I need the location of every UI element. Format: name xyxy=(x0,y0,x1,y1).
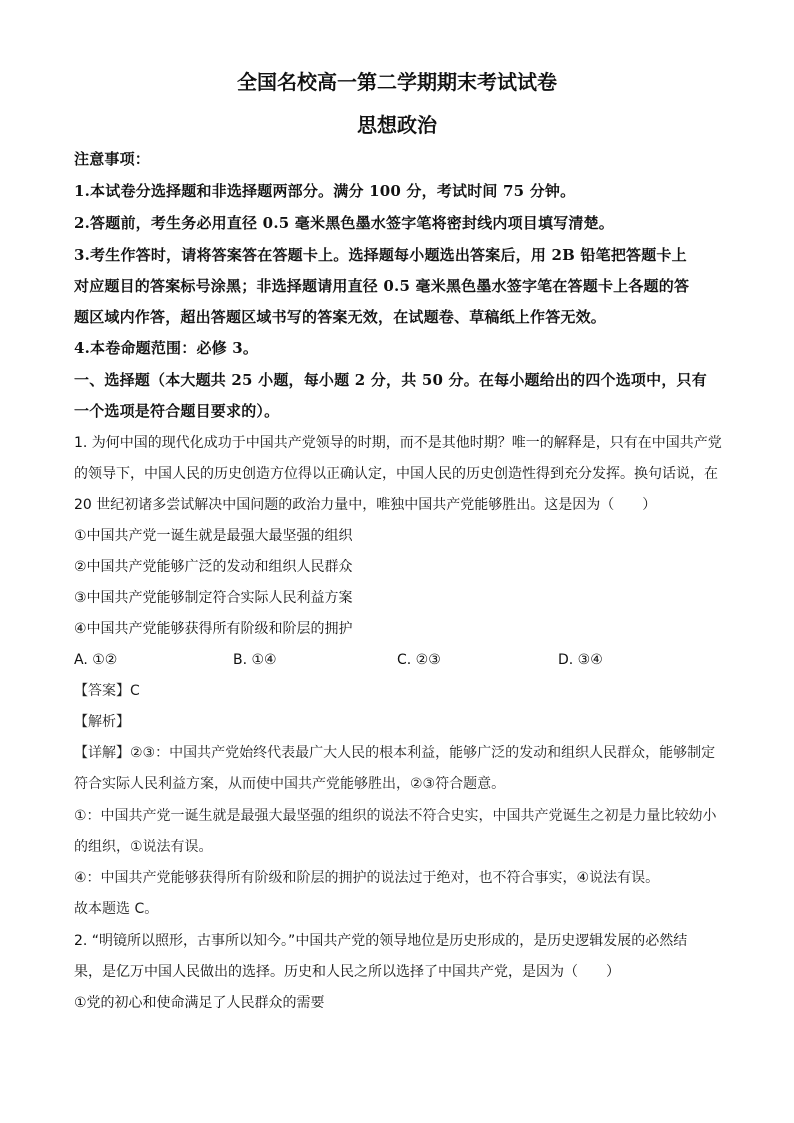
notice-item-3-line-3: 题区域内作答，超出答题区域书写的答案无效，在试题卷、草稿纸上作答无效。 xyxy=(74,308,607,326)
exam-subject: 思想政治 xyxy=(357,113,437,137)
q2-stem-line-2: 果，是亿万中国人民做出的选择。历史和人民之所以选择了中国共产党，是因为（ ） xyxy=(74,964,620,980)
q1-statement-2: ②中国共产党能够广泛的发动和组织人民群众 xyxy=(74,559,353,575)
q2-stem-line-1: 2. “明镜所以照形，古事所以知今。”中国共产党的领导地位是历史形成的，是历史逻辑发展的必然结 xyxy=(74,933,688,949)
notice-item-3-line-2: 对应题目的答案标号涂黑；非选择题请用直径 0.5 毫米黑色墨水签字笔在答题卡上各题的答 xyxy=(74,277,690,295)
q1-statement-4: ④中国共产党能够获得所有阶级和阶层的拥护 xyxy=(74,621,353,637)
q1-detail-line-5: ④：中国共产党能够获得所有阶级和阶层的拥护的说法过于绝对，也不符合事实，④说法有误。 xyxy=(74,870,660,886)
q1-answer: 【答案】C xyxy=(74,683,140,699)
notice-heading: 注意事项： xyxy=(74,150,151,168)
q1-statement-1: ①中国共产党一诞生就是最强大最坚强的组织 xyxy=(74,528,353,544)
exam-title: 全国名校高一第二学期期末考试试卷 xyxy=(237,70,557,94)
section-heading-line-1: 一、选择题（本大题共 25 小题，每小题 2 分，共 50 分。在每小题给出的四个选项中，只有 xyxy=(74,371,707,389)
q1-analysis-label: 【解析】 xyxy=(74,714,130,730)
q1-option-d: D. ③④ xyxy=(558,652,603,668)
q1-stem-line-2: 的领导下，中国人民的历史创造方位得以正确认定，中国人民的历史创造性得到充分发挥。换句话说，在 xyxy=(74,466,718,482)
q1-stem-line-3: 20 世纪初诸多尝试解决中国问题的政治力量中，唯独中国共产党能够胜出。这是因为（ ） xyxy=(74,497,657,513)
notice-item-3-line-1: 3.考生作答时，请将答案答在答题卡上。选择题每小题选出答案后，用 2B 铅笔把答题卡上 xyxy=(74,246,687,264)
q1-statement-3: ③中国共产党能够制定符合实际人民利益方案 xyxy=(74,590,353,606)
section-heading-line-2: 一个选项是符合题目要求的）。 xyxy=(74,402,280,420)
notice-item-4: 4.本卷命题范围：必修 3。 xyxy=(74,339,259,357)
q2-statement-1: ①党的初心和使命满足了人民群众的需要 xyxy=(74,995,325,1011)
q1-detail-line-1: 【详解】②③：中国共产党始终代表最广大人民的根本利益，能够广泛的发动和组织人民群众，能够制定 xyxy=(74,745,716,761)
q1-detail-line-3: ①：中国共产党一诞生就是最强大最坚强的组织的说法不符合史实，中国共产党诞生之初是力量比较幼小 xyxy=(74,808,717,824)
q1-detail-line-4: 的组织，①说法有误。 xyxy=(74,839,213,855)
q1-conclusion: 故本题选 C。 xyxy=(74,901,159,917)
q1-option-b: B. ①④ xyxy=(233,652,277,668)
notice-item-1: 1.本试卷分选择题和非选择题两部分。满分 100 分，考试时间 75 分钟。 xyxy=(74,182,576,200)
notice-item-2: 2.答题前，考生务必用直径 0.5 毫米黑色墨水签字笔将密封线内项目填写清楚。 xyxy=(74,214,615,232)
q1-stem-line-1: 1. 为何中国的现代化成功于中国共产党领导的时期，而不是其他时期？唯一的解释是，只有在中国共产党 xyxy=(74,435,722,451)
q1-option-c: C. ②③ xyxy=(397,652,441,668)
q1-option-a: A. ①② xyxy=(74,652,118,668)
q1-detail-line-2: 符合实际人民利益方案，从而使中国共产党能够胜出，②③符合题意。 xyxy=(74,776,506,792)
